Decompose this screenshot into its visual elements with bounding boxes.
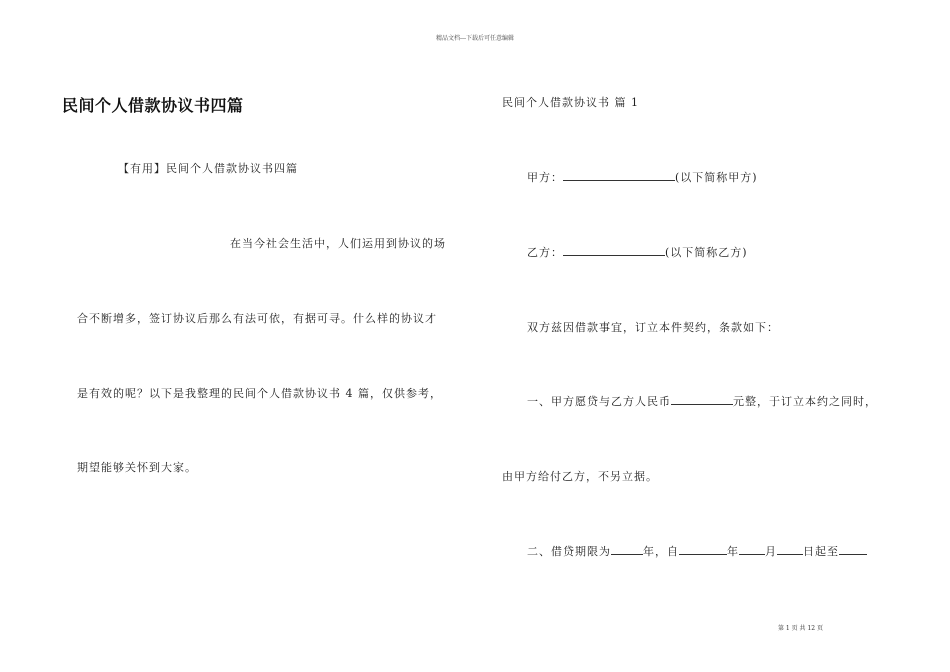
- intro-paragraph-line-3: 是有效的呢？以下是我整理的民间个人借款协议书 4 篇，仅供参考，: [77, 387, 442, 400]
- clause-2-part-d: 月: [765, 545, 777, 558]
- clause-2-part-a: 二、借贷期限为: [527, 545, 611, 558]
- clause-1-line-2: 由甲方给付乙方，不另立据。: [502, 470, 658, 483]
- start-year-blank: [679, 545, 727, 555]
- party-a-line: [527, 169, 758, 185]
- clause-1-line-1: [527, 393, 877, 409]
- agreement-intro: 双方兹因借款事宜，订立本件契约，条款如下：: [527, 321, 779, 334]
- start-month-blank: [739, 545, 765, 555]
- document-title: 民间个人借款协议书四篇: [62, 96, 244, 115]
- clause-2-part-c: 年: [727, 545, 739, 558]
- intro-paragraph-line-2: 合不断增多，签订协议后那么有法可依，有据可寻。什么样的协议才: [77, 312, 437, 325]
- page-number-footer: 第 1 页 共 12 页: [778, 625, 823, 632]
- term-years-blank: [611, 545, 643, 555]
- agreement-heading: 民间个人借款协议书 篇 1: [502, 96, 639, 109]
- clause-1-part-a: 一、甲方愿贷与乙方人民币: [527, 395, 671, 408]
- start-day-blank: [777, 545, 803, 555]
- party-b-suffix: (以下简称乙方): [665, 246, 748, 259]
- end-date-blank: [839, 545, 867, 555]
- intro-paragraph-line-4: 期望能够关怀到大家。: [77, 461, 197, 474]
- clause-2-part-b: 年，自: [643, 545, 679, 558]
- party-a-blank: [563, 171, 675, 181]
- clause-1-part-b: 元整，于订立本约之同时，: [733, 395, 877, 408]
- page-header: 精品文档---下载后可任意编辑: [435, 35, 515, 42]
- intro-paragraph-line-1: 在当今社会生活中，人们运用到协议的场: [230, 237, 446, 250]
- clause-2-line-1: [527, 543, 867, 559]
- clause-2-part-e: 日起至: [803, 545, 839, 558]
- party-b-label: 乙方：: [527, 246, 563, 259]
- party-b-line: [527, 244, 748, 260]
- party-b-blank: [563, 246, 665, 256]
- party-a-label: 甲方：: [527, 171, 563, 184]
- party-a-suffix: (以下简称甲方): [675, 171, 758, 184]
- document-subtitle: 【有用】民间个人借款协议书四篇: [118, 162, 298, 175]
- loan-amount-blank: [671, 395, 733, 405]
